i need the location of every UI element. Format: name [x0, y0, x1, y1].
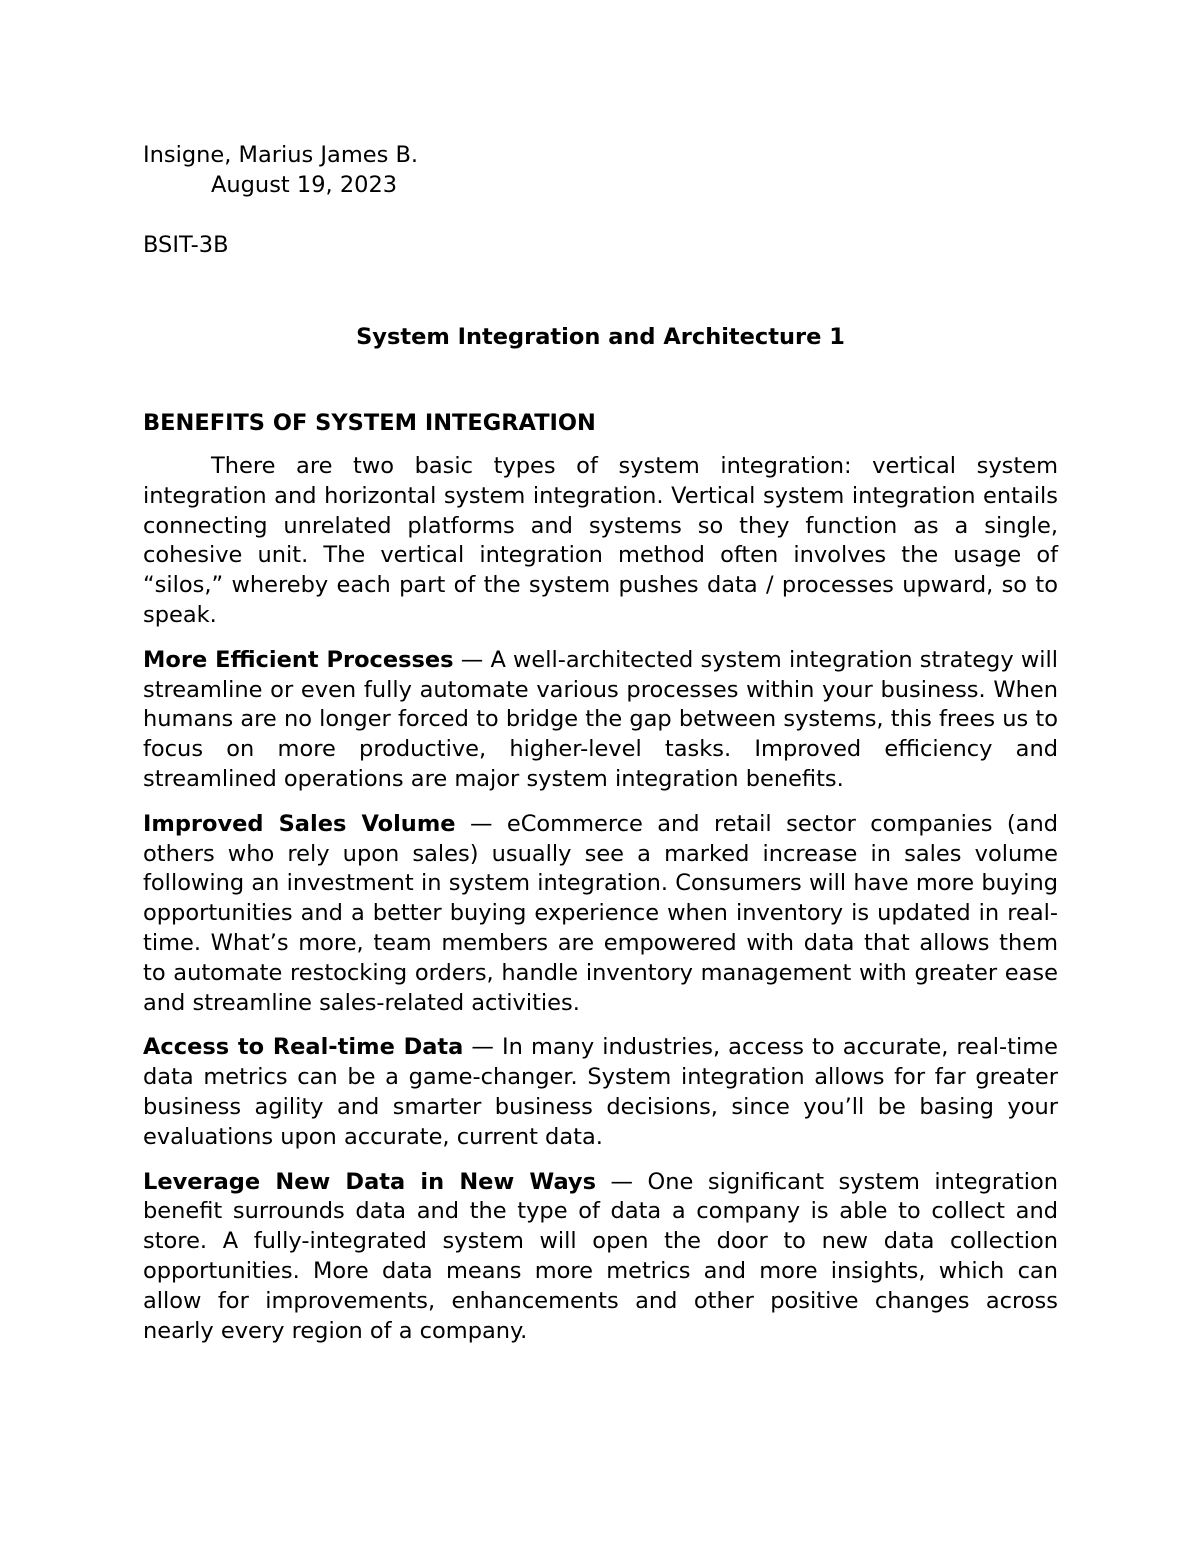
benefit-separator: — [596, 1168, 648, 1195]
author-name: Insigne, Marius James B. [143, 142, 419, 168]
benefit-text: One significant system integration benefit surrounds data and the type of data a company is able to collect and store. A fully-integrated system will open the door to new data collection opportunities. More data means more metrics and more insights, which can allow for improvements, enhancements and other positive changes across nearly every region of a company. [143, 1168, 1059, 1344]
benefit-text: eCommerce and retail sector companies (and others who rely upon sales) usually see a marked increase in sales volume following an investment in system integration. Consumers will have more buying opportunities and a better buying experience when inventory is updated in real-time. What’s more, team members are empowered with data that allows them to automate restocking orders, handle inventory management with greater ease and streamline sales-related activities. [143, 810, 1058, 1016]
document-title: System Integration and Architecture 1 [356, 324, 845, 350]
benefit-separator: — [463, 1034, 502, 1061]
benefit-term: More Efficient Processes [143, 646, 454, 673]
benefit-paragraph-new-data [143, 1168, 1058, 1347]
benefit-paragraph-efficient-processes [143, 646, 1058, 795]
benefit-separator: — [453, 646, 491, 673]
benefit-paragraph-sales-volume [143, 810, 1058, 1019]
benefit-term: Leverage New Data in New Ways [143, 1168, 596, 1195]
benefit-text: In many industries, access to accurate, real-time data metrics can be a game-changer. System integration allows for far greater business agility and smarter business decisions, since you’ll be basing your evaluations upon accurate, current data. [143, 1034, 1059, 1150]
benefit-term: Improved Sales Volume [143, 810, 456, 837]
document-date: August 19, 2023 [211, 172, 398, 198]
document-page [143, 140, 1058, 1346]
benefit-separator: — [455, 810, 507, 837]
benefit-paragraph-real-time-data [143, 1033, 1058, 1152]
benefit-text: A well-architected system integration strategy will streamline or even fully automate various processes within your business. When humans are no longer forced to bridge the gap between systems, this frees us to focus on more productive, higher-level tasks. Improved efficiency and streamlined operations are major system integration benefits. [143, 646, 1058, 792]
course-section: BSIT-3B [143, 232, 229, 258]
section-heading: BENEFITS OF SYSTEM INTEGRATION [143, 410, 596, 436]
intro-paragraph: There are two basic types of system integration: vertical system integration and horizontal system integration. Vertical system integration entails connecting unrelated platforms and systems so they function as a single, cohesive unit. The vertical integration method often involves the usage of “silos,” whereby each part of the system pushes data / processes upward, so to speak. [143, 453, 1058, 628]
benefit-term: Access to Real-time Data [143, 1034, 464, 1061]
